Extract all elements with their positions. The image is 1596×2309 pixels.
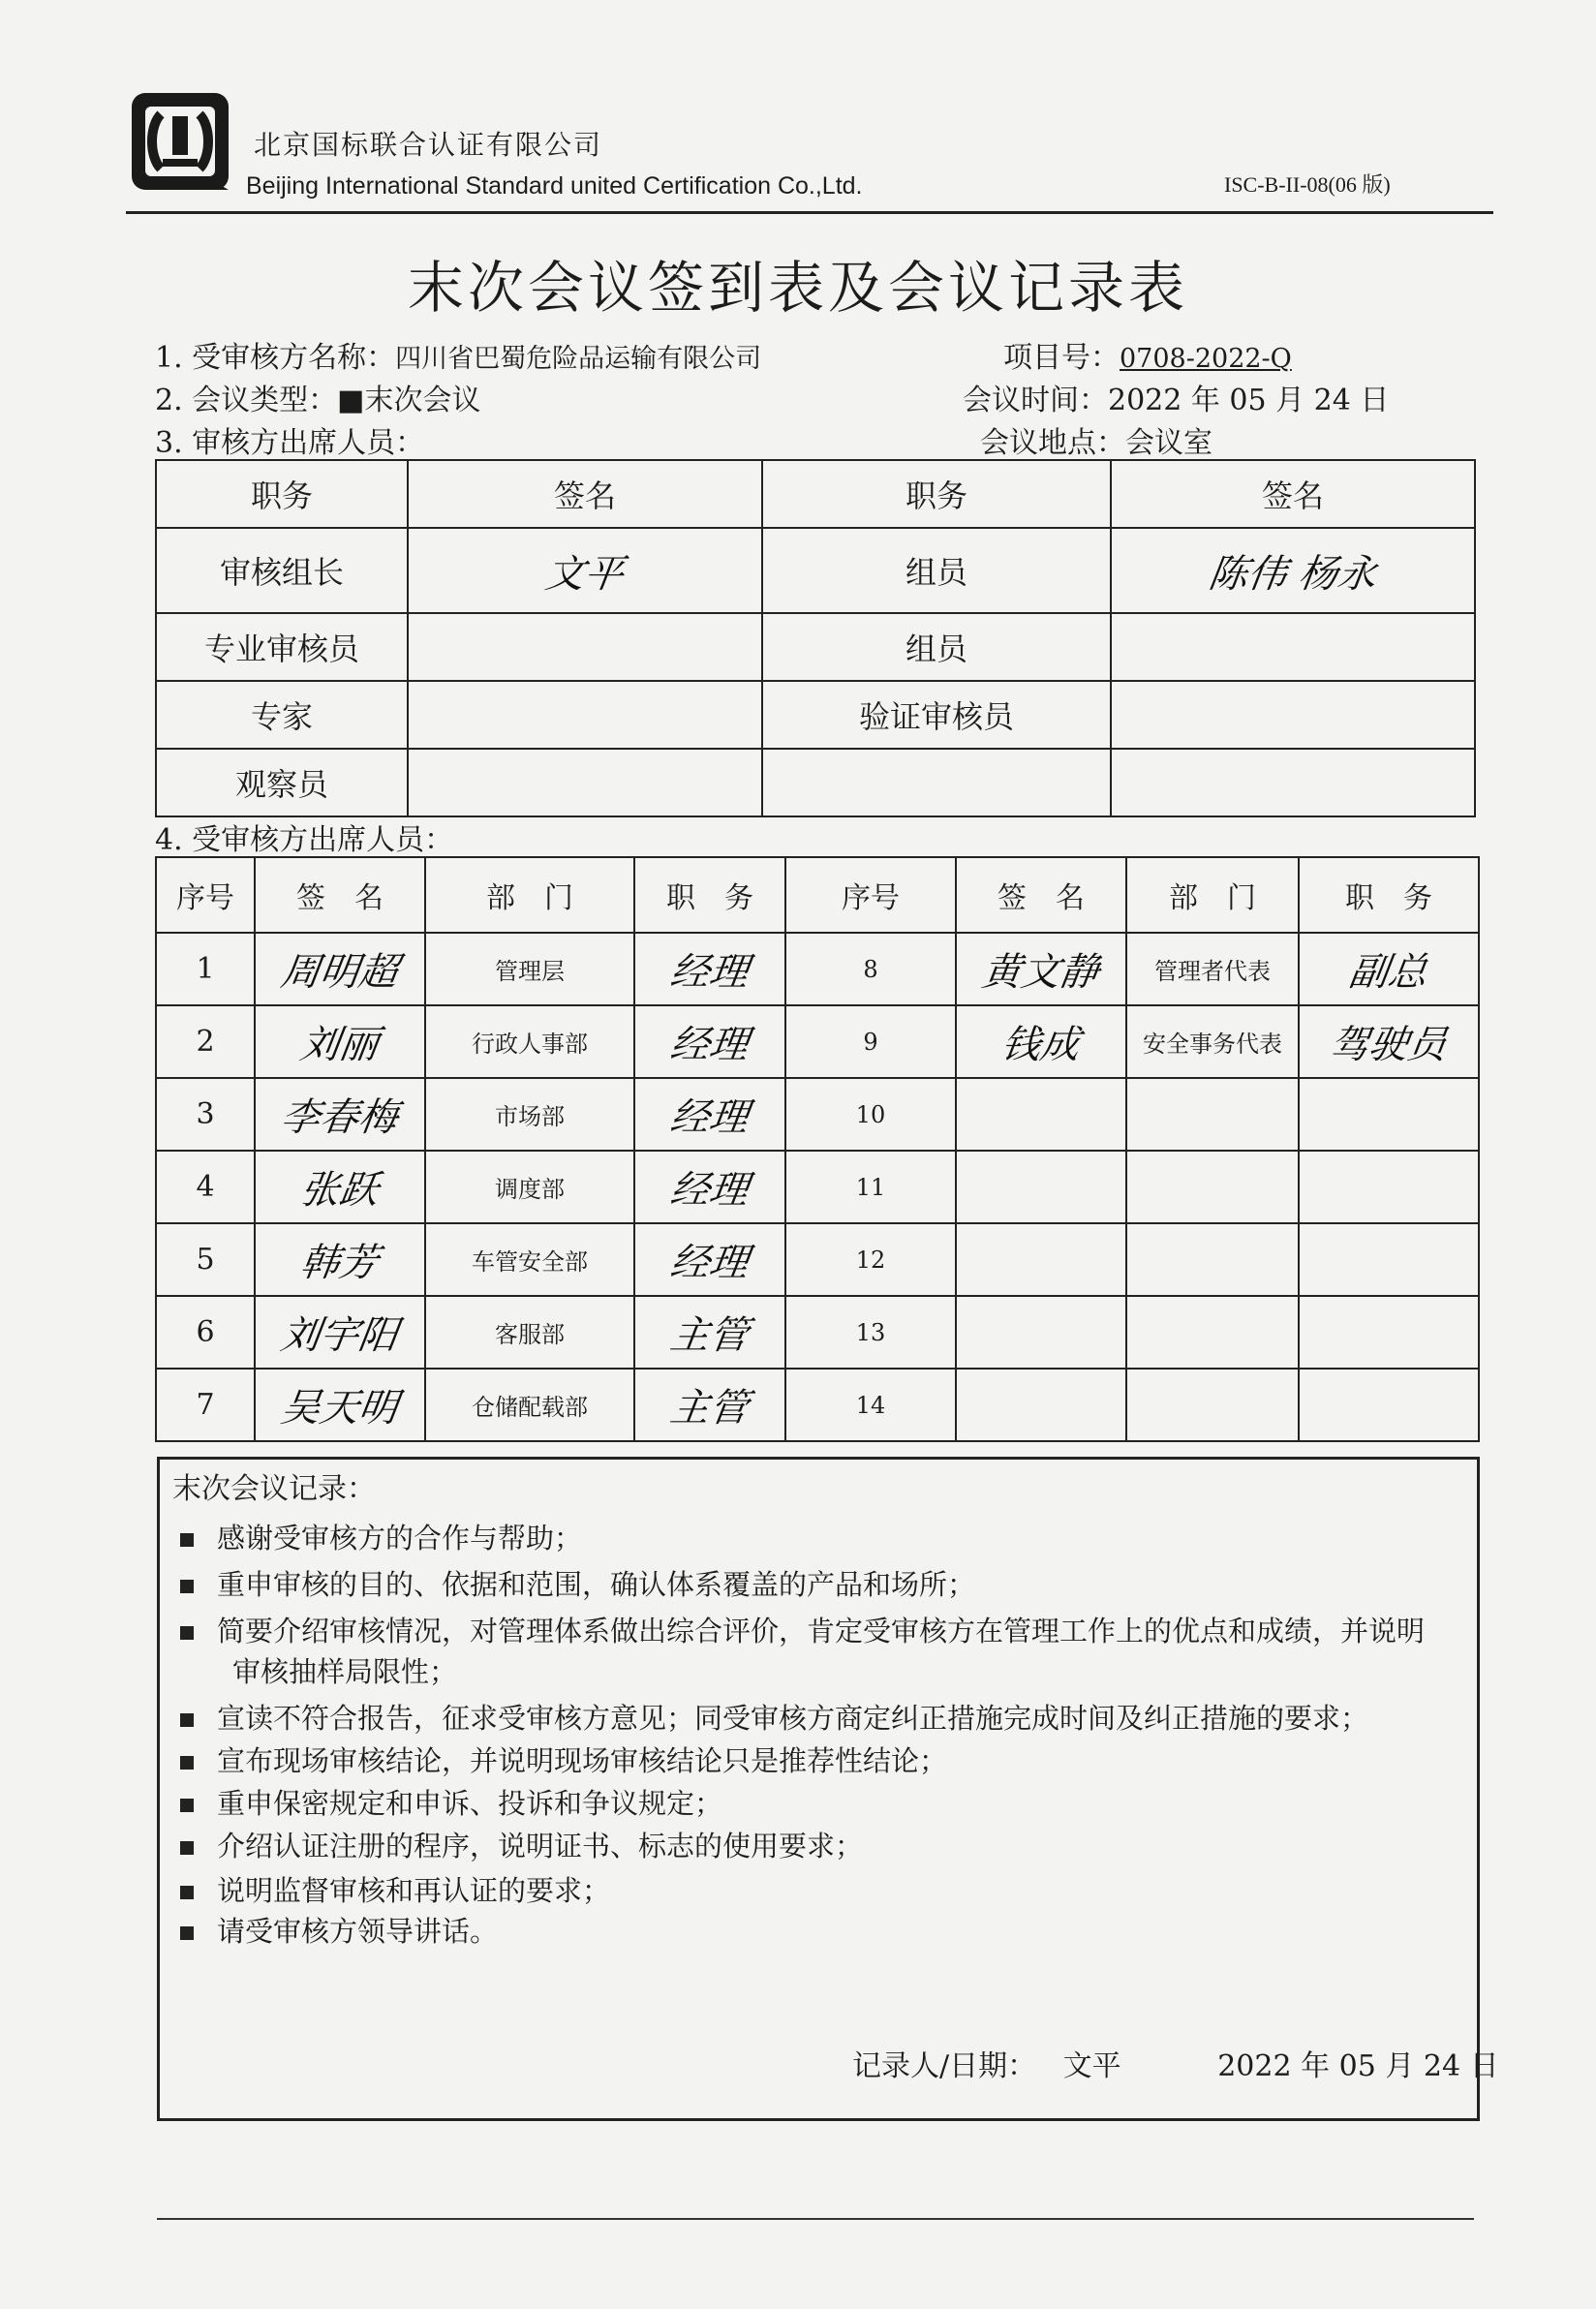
meeting-place-label: 会议地点： (980, 426, 1125, 460)
project-label: 项目号： (1003, 341, 1120, 375)
meeting-time-label: 会议时间： (963, 384, 1108, 417)
department-cell (1126, 1369, 1299, 1441)
signature-cell (255, 1369, 425, 1441)
bullet-icon (180, 1886, 194, 1899)
table-row (156, 749, 1475, 816)
handwritten-signature: 周明超 (278, 950, 401, 995)
note-item (180, 1869, 610, 1909)
meeting-time-row (963, 376, 1389, 418)
handwritten-signature: 经理 (667, 1241, 752, 1285)
header-signature: 签名 (408, 460, 762, 528)
signature-cell (255, 1078, 425, 1151)
note-text: 请受审核方领导讲话。 (217, 1915, 499, 1948)
handwritten-signature: 韩芳 (297, 1241, 382, 1285)
row-number-cell: 10 (785, 1078, 956, 1151)
note-text: 宣布现场审核结论，并说明现场审核结论只是推荐性结论； (217, 1744, 948, 1777)
handwritten-signature: 经理 (667, 1023, 752, 1067)
department-cell: 调度部 (425, 1151, 634, 1223)
handwritten-signature: 刘丽 (297, 1023, 382, 1067)
handwritten-signature: 吴天明 (278, 1386, 401, 1431)
bullet-icon (180, 1841, 194, 1855)
company-name-cn: 北京国标联合认证有限公司 (254, 129, 603, 161)
handwritten-signature: 李春梅 (278, 1095, 401, 1140)
signature-cell (255, 1296, 425, 1369)
meeting-time-value: 2022 年 05 月 24 日 (1108, 384, 1390, 417)
project-number-row (1003, 333, 1292, 376)
company-name-en: Beijing International Standard united Certification Co.,Ltd. (246, 172, 863, 200)
signature-cell (956, 1005, 1126, 1078)
role-cell: 专家 (156, 681, 408, 749)
role-cell: 观察员 (156, 749, 408, 816)
table-row (156, 1369, 1479, 1441)
header-role: 职务 (156, 460, 408, 528)
handwritten-signature: 刘宇阳 (278, 1313, 401, 1358)
note-item (180, 1563, 975, 1603)
meeting-place-value: 会议室 (1125, 426, 1212, 460)
signature-cell (408, 613, 762, 681)
note-text: 简要介绍审核情况，对管理体系做出综合评价，肯定受审核方在管理工作上的优点和成绩，并说明 (217, 1615, 1426, 1647)
signature-cell (956, 933, 1126, 1005)
note-text: 宣读不符合报告，征求受审核方意见；同受审核方商定纠正措施完成时间及纠正措施的要求； (217, 1702, 1369, 1735)
bullet-icon (180, 1713, 194, 1727)
handwritten-signature: 钱成 (998, 1023, 1083, 1067)
header-position: 职 务 (634, 857, 785, 933)
note-text: 重申保密规定和申诉、投诉和争议规定； (217, 1787, 723, 1820)
row-number-cell: 6 (156, 1296, 255, 1369)
role-cell: 专业审核员 (156, 613, 408, 681)
signature-cell (956, 1369, 1126, 1441)
position-cell (1299, 1151, 1479, 1223)
signature-cell (1111, 528, 1475, 613)
auditor-attendees-label: 3. 审核方出席人员： (155, 426, 425, 460)
handwritten-signature: 黄文静 (979, 950, 1102, 995)
header-signature: 签 名 (956, 857, 1126, 933)
signature-cell (956, 1078, 1126, 1151)
role-cell: 验证审核员 (762, 681, 1111, 749)
bullet-icon (180, 1626, 194, 1640)
position-cell (1299, 1296, 1479, 1369)
note-text: 重申审核的目的、依据和范围，确认体系覆盖的产品和场所； (217, 1568, 976, 1601)
department-cell: 安全事务代表 (1126, 1005, 1299, 1078)
note-text: 介绍认证注册的程序，说明证书、标志的使用要求； (217, 1830, 864, 1863)
table-row (156, 1078, 1479, 1151)
table-row (156, 681, 1475, 749)
table-row (156, 528, 1475, 613)
note-text: 审核抽样局限性； (232, 1655, 458, 1688)
department-cell: 行政人事部 (425, 1005, 634, 1078)
position-cell (1299, 1078, 1479, 1151)
header-divider (126, 211, 1493, 214)
department-cell: 市场部 (425, 1078, 634, 1151)
signature-cell (956, 1296, 1126, 1369)
auditee-attendees-label: 4. 受审核方出席人员： (155, 823, 454, 857)
document-code: ISC-B-II-08(06 版) (1224, 172, 1391, 197)
signature-cell (408, 528, 762, 613)
position-cell (634, 1296, 785, 1369)
auditor-attendance-table (155, 459, 1476, 817)
auditee-attendance-table (155, 856, 1480, 1442)
notes-title: 末次会议记录： (172, 1472, 376, 1506)
header-no: 序号 (156, 857, 255, 933)
role-cell: 审核组长 (156, 528, 408, 613)
row-number-cell: 14 (785, 1369, 956, 1441)
meeting-type-value: ■末次会议 (337, 384, 481, 417)
signature-cell (956, 1223, 1126, 1296)
auditee-label: 1. 受审核方名称： (155, 341, 396, 375)
table-row (156, 1223, 1479, 1296)
note-text: 说明监督审核和再认证的要求； (217, 1874, 611, 1907)
table-row (156, 933, 1479, 1005)
handwritten-signature: 驾驶员 (1327, 1023, 1450, 1067)
page-title: 末次会议签到表及会议记录表 (407, 255, 1188, 321)
note-item (180, 1517, 582, 1556)
department-cell: 客服部 (425, 1296, 634, 1369)
meeting-type-label: 2. 会议类型： (155, 384, 338, 417)
table-row (156, 1005, 1479, 1078)
bullet-icon (180, 1799, 194, 1812)
header-position: 职 务 (1299, 857, 1479, 933)
department-cell: 管理者代表 (1126, 933, 1299, 1005)
header-no: 序号 (785, 857, 956, 933)
meeting-place-row (980, 418, 1212, 461)
bullet-icon (180, 1926, 194, 1940)
handwritten-signature: 经理 (667, 1168, 752, 1213)
department-cell: 车管安全部 (425, 1223, 634, 1296)
table-row (156, 1296, 1479, 1369)
signature-cell (408, 681, 762, 749)
department-cell: 管理层 (425, 933, 634, 1005)
role-cell: 组员 (762, 613, 1111, 681)
note-item (180, 1910, 498, 1950)
handwritten-signature: 张跃 (297, 1168, 382, 1213)
header-signature: 签 名 (255, 857, 425, 933)
company-logo-icon (128, 89, 232, 194)
handwritten-signature: 经理 (667, 950, 752, 995)
position-cell (634, 1151, 785, 1223)
recorder-date: 2022 年 05 月 24 日 (1217, 2049, 1499, 2083)
header-role: 职务 (762, 460, 1111, 528)
row-number-cell: 1 (156, 933, 255, 1005)
department-cell (1126, 1296, 1299, 1369)
department-cell: 仓储配载部 (425, 1369, 634, 1441)
position-cell (634, 1078, 785, 1151)
role-cell: 组员 (762, 528, 1111, 613)
auditee-name-row (155, 333, 761, 376)
table-row (156, 1151, 1479, 1223)
header-signature: 签名 (1111, 460, 1475, 528)
row-number-cell: 12 (785, 1223, 956, 1296)
handwritten-signature: 陈伟 杨永 (1205, 551, 1380, 597)
position-cell (1299, 1223, 1479, 1296)
position-cell (1299, 933, 1479, 1005)
position-cell (1299, 1005, 1479, 1078)
position-cell (1299, 1369, 1479, 1441)
signature-cell (1111, 681, 1475, 749)
row-number-cell: 5 (156, 1223, 255, 1296)
row-number-cell: 4 (156, 1151, 255, 1223)
position-cell (634, 1223, 785, 1296)
note-text: 感谢受审核方的合作与帮助； (217, 1522, 583, 1555)
row-number-cell: 8 (785, 933, 956, 1005)
signature-cell (255, 1005, 425, 1078)
header-department: 部 门 (425, 857, 634, 933)
handwritten-signature: 主管 (667, 1386, 752, 1431)
signature-cell (956, 1151, 1126, 1223)
signature-cell (1111, 613, 1475, 681)
handwritten-signature: 主管 (667, 1313, 752, 1358)
position-cell (634, 1005, 785, 1078)
header-department: 部 门 (1126, 857, 1299, 933)
table-header-row (156, 460, 1475, 528)
auditee-value: 四川省巴蜀危险品运输有限公司 (395, 344, 762, 374)
bullet-icon (180, 1580, 194, 1593)
recorder-row (852, 2042, 1499, 2084)
row-number-cell: 9 (785, 1005, 956, 1078)
position-cell (634, 933, 785, 1005)
footer-divider (157, 2218, 1474, 2220)
row-number-cell: 2 (156, 1005, 255, 1078)
bullet-icon (180, 1533, 194, 1547)
note-item (180, 1697, 1368, 1737)
signature-cell (1111, 749, 1475, 816)
department-cell (1126, 1151, 1299, 1223)
handwritten-signature: 经理 (667, 1095, 752, 1140)
position-cell (634, 1369, 785, 1441)
department-cell (1126, 1223, 1299, 1296)
signature-cell (255, 933, 425, 1005)
row-number-cell: 11 (785, 1151, 956, 1223)
recorder-name: 文平 (1062, 2049, 1121, 2083)
note-item (232, 1650, 457, 1690)
table-header-row (156, 857, 1479, 933)
note-item (180, 1610, 1425, 1649)
recorder-label: 记录人/日期： (852, 2049, 1037, 2083)
row-number-cell: 13 (785, 1296, 956, 1369)
project-value: 0708-2022-Q (1120, 344, 1292, 374)
table-row (156, 613, 1475, 681)
note-item (180, 1782, 722, 1822)
bullet-icon (180, 1756, 194, 1770)
department-cell (1126, 1078, 1299, 1151)
row-number-cell: 7 (156, 1369, 255, 1441)
role-cell (762, 749, 1111, 816)
meeting-type-row (155, 376, 481, 418)
note-item (180, 1739, 947, 1779)
row-number-cell: 3 (156, 1078, 255, 1151)
handwritten-signature: 文平 (542, 551, 627, 597)
signature-cell (408, 749, 762, 816)
signature-cell (255, 1223, 425, 1296)
handwritten-signature: 副总 (1346, 950, 1430, 995)
signature-cell (255, 1151, 425, 1223)
note-item (180, 1825, 863, 1864)
